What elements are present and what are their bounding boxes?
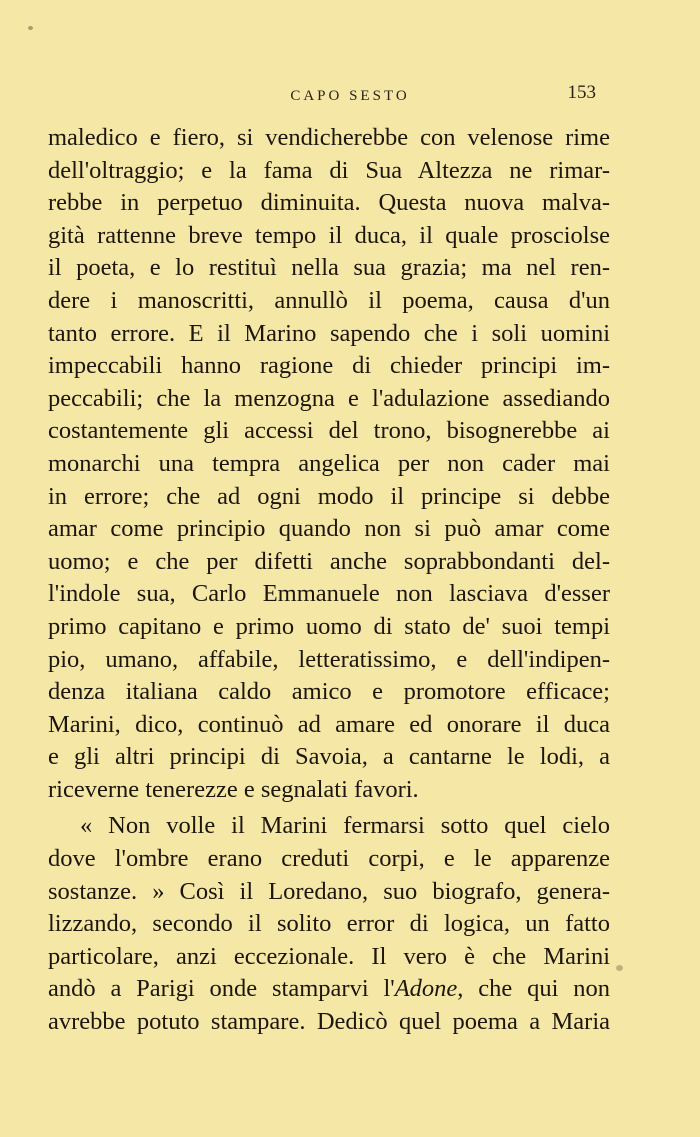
text-line: dell'oltraggio; e la fama di Sua Altezza ne rimar- [48, 156, 610, 184]
text-line [48, 973, 610, 1006]
text-line: avrebbe potuto stampare. Dedicò quel poema a Maria [48, 1008, 610, 1036]
page-number: 153 [567, 82, 596, 103]
text-line: « Non volle il Marini fermarsi sotto quel cielo [80, 812, 610, 840]
line-text: , che qui non [457, 975, 610, 1003]
text-line: pio, umano, affabile, letteratissimo, e dell'indipen- [48, 645, 610, 673]
body-text [48, 122, 610, 1039]
text-line: monarchi una tempra angelica per non cader mai [48, 449, 610, 477]
text-line: denza italiana caldo amico e promotore efficace; [48, 678, 610, 706]
text-line: lizzando, secondo il solito error di logica, un fatto [48, 910, 610, 938]
text-line: uomo; e che per difetti anche soprabbondanti del- [48, 547, 610, 575]
running-head [0, 82, 700, 112]
text-line: in errore; che ad ogni modo il principe si debbe [48, 482, 610, 510]
text-line: rebbe in perpetuo diminuita. Questa nuova malva- [48, 189, 610, 217]
text-line: sostanze. » Così il Loredano, suo biografo, genera- [48, 877, 610, 905]
text-line: impeccabili hanno ragione di chieder principi im- [48, 352, 610, 380]
line-text: andò a Parigi onde stamparvi l' [48, 975, 395, 1003]
text-line: il poeta, e lo restituì nella sua grazia; ma nel ren- [48, 254, 610, 282]
text-line: dere i manoscritti, annullò il poema, causa d'un [48, 286, 610, 314]
italic-title: Adone [394, 975, 458, 1003]
text-line: maledico e fiero, si vendicherebbe con velenose rime [48, 124, 610, 151]
text-line: tanto errore. E il Marino sapendo che i soli uomini [48, 319, 610, 347]
text-line: costantemente gli accessi del trono, bisognerebbe ai [48, 417, 610, 445]
text-line: gità rattenne breve tempo il duca, il quale prosciolse [48, 221, 610, 249]
text-line: dove l'ombre erano creduti corpi, e le apparenze [48, 845, 610, 873]
text-line: Marini, dico, continuò ad amare ed onorare il duca [48, 710, 610, 738]
ink-spot [28, 26, 33, 30]
text-line: e gli altri principi di Savoia, a cantarne le lodi, a [48, 743, 610, 771]
text-line: peccabili; che la menzogna e l'adulazione assediando [48, 384, 610, 412]
ink-spot [616, 965, 623, 971]
running-title: CAPO SESTO [290, 88, 410, 104]
text-line: amar come principio quando non si può amar come [48, 515, 610, 543]
text-line: particolare, anzi eccezionale. Il vero è che Marini [48, 942, 610, 970]
text-line: primo capitano e primo uomo di stato de' suoi tempi [48, 612, 610, 640]
text-line: riceverne tenerezze e segnalati favori. [48, 775, 419, 803]
text-line: l'indole sua, Carlo Emmanuele non lasciava d'esser [48, 580, 610, 608]
